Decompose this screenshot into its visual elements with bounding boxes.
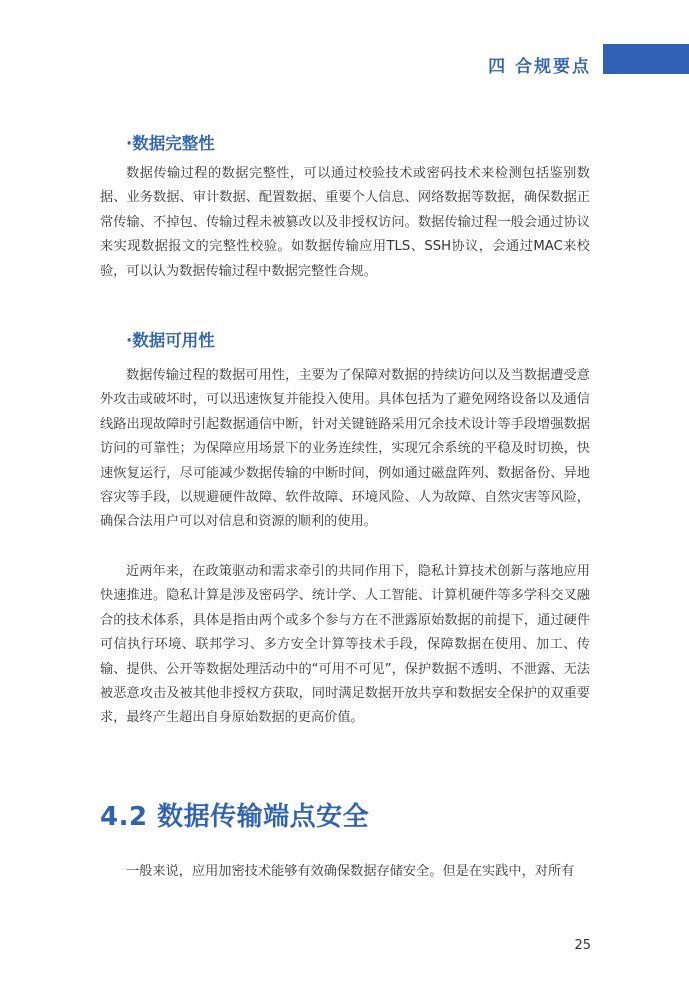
paragraph-data-availability: 数据传输过程的数据可用性，主要为了保障对数据的持续访问以及当数据遭受意外攻击或破坏时，可以迅速恢复并能投入使用。具体包括为了避免网络设备以及通信线路出现故障时引起数据通信中断，针对关键链路采用冗余技术设计等手段增强数据访问的可靠性；为保障应用场景下的业务连续性，实现冗余系统的平稳及时切换，快速恢复运行，尽可能减少数据传输的中断时间，例如通过磁盘阵列、数据备份、异地容灾等手段，以规避硬件故障、软件故障、环境风险、人为故障、自然灾害等风险，确保合法用户可以对信息和资源的顺利的使用。 bbox=[100, 368, 590, 530]
paragraph-data-integrity: 数据传输过程的数据完整性，可以通过校验技术或密码技术来检测包括鉴别数据、业务数据、审计数据、配置数据、重要个人信息、网络数据等数据，确保数据正常传输、不掉包、传输过程未被篡改以及非授权访问。数据传输过程一般会通过协议来实现数据报文的完整性校验。如数据传输应用TLS、SSH协议，会通过MAC来校验，可以认为数据传输过程中数据完整性合规。 bbox=[100, 166, 590, 279]
chapter-color-bar bbox=[603, 44, 689, 74]
page-number: 25 bbox=[574, 938, 591, 953]
heading-data-integrity: ·数据完整性 bbox=[126, 134, 215, 153]
paragraph-privacy-computing: 近两年来，在政策驱动和需求牵引的共同作用下，隐私计算技术创新与落地应用快速推进。隐私计算是涉及密码学、统计学、人工智能、计算机硬件等多学科交叉融合的技术体系，具体是指由两个或多个参与方在不泄露原始数据的前提下，通过硬件可信执行环境、联邦学习、多方安全计算等技术手段，保障数据在使用、加工、传输、提供、公开等数据处理活动中的“可用不可见”，保护数据不透明、不泄露、无法被恶意攻击及被其他非授权方获取，同时满足数据开放共享和数据安全保护的双重要求，最终产生超出自身原始数据的更高价值。 bbox=[100, 564, 590, 726]
paragraph-endpoint-security: 一般来说，应用加密技术能够有效确保数据存储安全。但是在实践中，对所有 bbox=[126, 864, 575, 879]
chapter-title: 四 合规要点 bbox=[488, 57, 591, 77]
heading-data-availability: ·数据可用性 bbox=[126, 331, 215, 350]
subsection-title: 4.2 数据传输端点安全 bbox=[100, 802, 370, 832]
